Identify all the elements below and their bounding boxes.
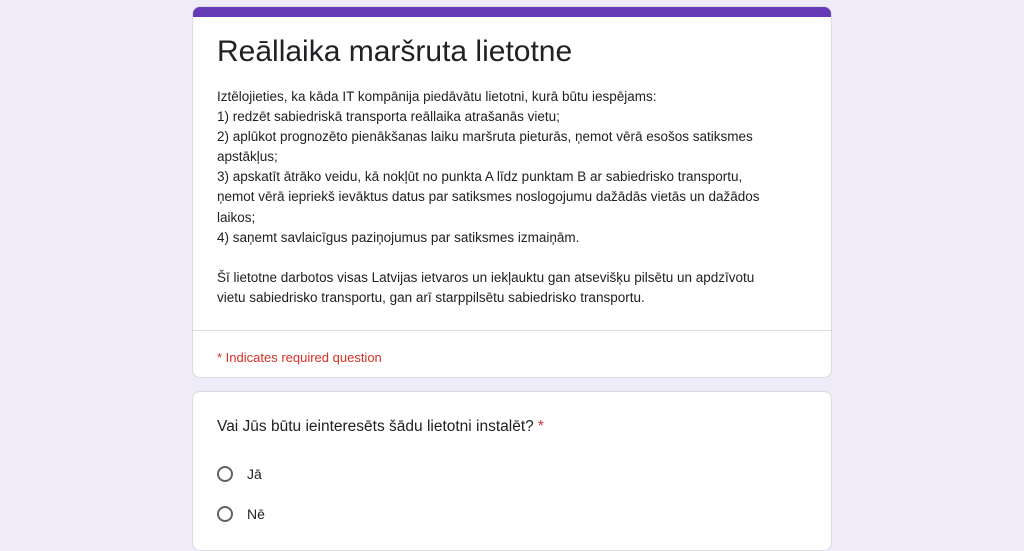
radio-option-ja[interactable] — [217, 464, 262, 484]
radio-option-ne[interactable] — [217, 504, 265, 524]
description-line: Šī lietotne darbotos visas Latvijas ietvaros un iekļauktu gan atsevišķu pilsētu un apdzīvotu — [217, 269, 755, 285]
description-line: Iztēlojieties, ka kāda IT kompānija piedāvātu lietotni, kurā būtu iespējams: — [217, 89, 657, 104]
description-line: 2) aplūkot prognozēto pienākšanas laiku maršruta pieturās, ņemot vērā esošos satiksmes — [217, 129, 753, 145]
required-asterisk: * — [537, 418, 544, 435]
radio-option-label: Jā — [247, 466, 262, 482]
question-title — [217, 416, 544, 438]
description-spacer — [217, 248, 813, 268]
description-line: vietu sabiedrisko transportu, gan arī starppilsētu sabiedrisko transportu. — [217, 289, 645, 305]
card-divider — [193, 330, 831, 331]
description-line: laikos; — [217, 209, 256, 225]
question-card — [192, 391, 832, 551]
form-description — [217, 87, 813, 308]
form-header-card — [192, 6, 832, 378]
form-title: Reāllaika maršruta lietotne — [217, 35, 573, 68]
radio-button-icon[interactable] — [217, 506, 233, 522]
question-text: Vai Jūs būtu ieinteresēts šādu lietotni instalēt? — [217, 418, 534, 435]
required-question-note: * Indicates required question — [217, 350, 382, 365]
description-line: apstākļus; — [217, 149, 278, 165]
description-line: 3) apskatīt ātrāko veidu, kā nokļūt no punkta A līdz punktam B ar sabiedrisko transportu, — [217, 169, 743, 185]
form-accent-bar — [193, 7, 831, 17]
description-line: 1) redzēt sabiedriskā transporta reāllaika atrašanās vietu; — [217, 109, 560, 125]
description-line: 4) saņemt savlaicīgus paziņojumus par satiksmes izmaiņām. — [217, 229, 580, 245]
radio-button-icon[interactable] — [217, 466, 233, 482]
description-line: ņemot vērā iepriekš ievāktus datus par satiksmes noslogojumu dažādās vietās un dažādos — [217, 189, 760, 205]
radio-option-label: Nē — [247, 506, 265, 522]
